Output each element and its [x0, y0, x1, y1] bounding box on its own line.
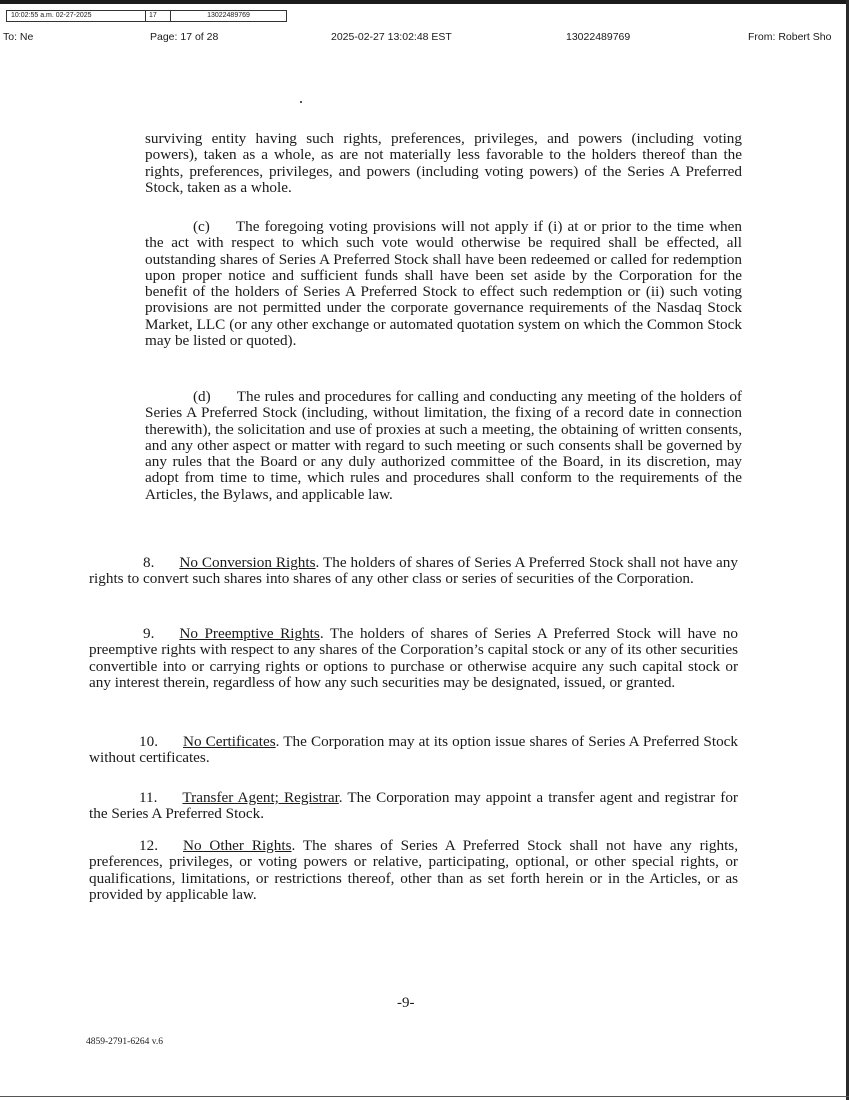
- section-12-number: 12.: [139, 837, 158, 854]
- scan-top-edge: [0, 0, 849, 4]
- section-9: 9. No Preemptive Rights. The holders of shares of Series A Preferred Stock will have no preemptive rights with respect to any shares of the Corporation’s capital stock or any of its other securities convertible into or carrying rights or options to purchase or otherwise acquire any such capital stock or any interest therein, regardless of how any such securities may be designated, issued, or granted.: [89, 625, 738, 691]
- paragraph-d-label: (d): [193, 388, 211, 405]
- stamp-time: 10:02:55 a.m. 02-27-2025: [7, 11, 146, 21]
- stamp-number: 13022489769: [207, 12, 250, 19]
- fax-receipt-stamp: [6, 10, 287, 22]
- continuation-paragraph: surviving entity having such rights, preferences, privileges, and powers (including voting powers), taken as a whole, as are not materially less favorable to the holders thereof than the rights, preferences, privileges, and powers (including voting powers) of the Series A Preferred Stock, taken as a whole.: [145, 130, 742, 196]
- fax-page: Page: 17 of 28: [150, 31, 219, 43]
- stamp-page: 17: [146, 11, 171, 21]
- section-12-heading: No Other Rights: [182, 837, 292, 854]
- paragraph-c: (c) The foregoing voting provisions will not apply if (i) at or prior to the time when the act with respect to which such vote would otherwise be required shall be effected, all outstanding shares of Series A Preferred Stock shall have been redeemed or called for redemption upon proper notice and sufficient funds shall have been set aside by the Corporation for the benefit of the holders of Series A Preferred Stock to effect such redemption or (ii) such voting provisions are not permitted under the corporate governance requirements of the Nasdaq Stock Market, LLC (or any other exchange or automated quotation system on which the Common Stock may be listed or quoted).: [145, 218, 742, 350]
- document-id: 4859-2791-6264 v.6: [86, 1037, 163, 1047]
- section-12: 12. No Other Rights. The shares of Series A Preferred Stock shall not have any rights, preferences, privileges, or voting powers or relative, participating, optional, or other special rights, or qualifications, limitations, or restrictions thereof, other than as set forth herein or in the Articles, or as provided by applicable law.: [89, 837, 738, 903]
- scan-bottom-edge: [0, 1096, 849, 1097]
- section-11-number: 11.: [139, 789, 158, 806]
- section-10-heading: No Certificates: [182, 733, 276, 750]
- fax-from: From: Robert Sho: [748, 31, 832, 43]
- paragraph-d: (d) The rules and procedures for calling and conducting any meeting of the holders of Series A Preferred Stock (including, without limitation, the fixing of a record date in connection therewith), the solicitation and use of proxies at such a meeting, the obtaining of written consents, and any other aspect or matter with regard to such meeting or such consents shall be governed by any rules that the Board or any duly authorized committee of the Board, in its discretion, may adopt from time to time, which rules and procedures shall conform to the requirements of the Articles, the Bylaws, and applicable law.: [145, 388, 742, 503]
- section-8: 8. No Conversion Rights. The holders of shares of Series A Preferred Stock shall not have any rights to convert such shares into shares of any other class or series of securities of the Corporation.: [89, 554, 738, 588]
- fax-to: To: Ne: [3, 31, 34, 43]
- section-8-heading: No Conversion Rights: [179, 554, 316, 571]
- section-9-number: 9.: [143, 625, 155, 642]
- section-9-heading: No Preemptive Rights: [179, 625, 320, 642]
- section-10: 10. No Certificates. The Corporation may at its option issue shares of Series A Preferred Stock without certificates.: [89, 733, 739, 767]
- fax-number: 13022489769: [566, 31, 631, 43]
- section-11-heading: Transfer Agent; Registrar: [182, 789, 339, 806]
- paragraph-c-label: (c): [193, 218, 210, 235]
- scan-speck: [300, 101, 302, 103]
- section-8-number: 8.: [143, 554, 155, 571]
- fax-datetime: 2025-02-27 13:02:48 EST: [331, 31, 452, 43]
- page-number: -9-: [397, 995, 415, 1011]
- section-11: 11. Transfer Agent; Registrar. The Corporation may appoint a transfer agent and registrar for the Series A Preferred Stock.: [89, 789, 738, 823]
- section-10-number: 10.: [139, 733, 158, 750]
